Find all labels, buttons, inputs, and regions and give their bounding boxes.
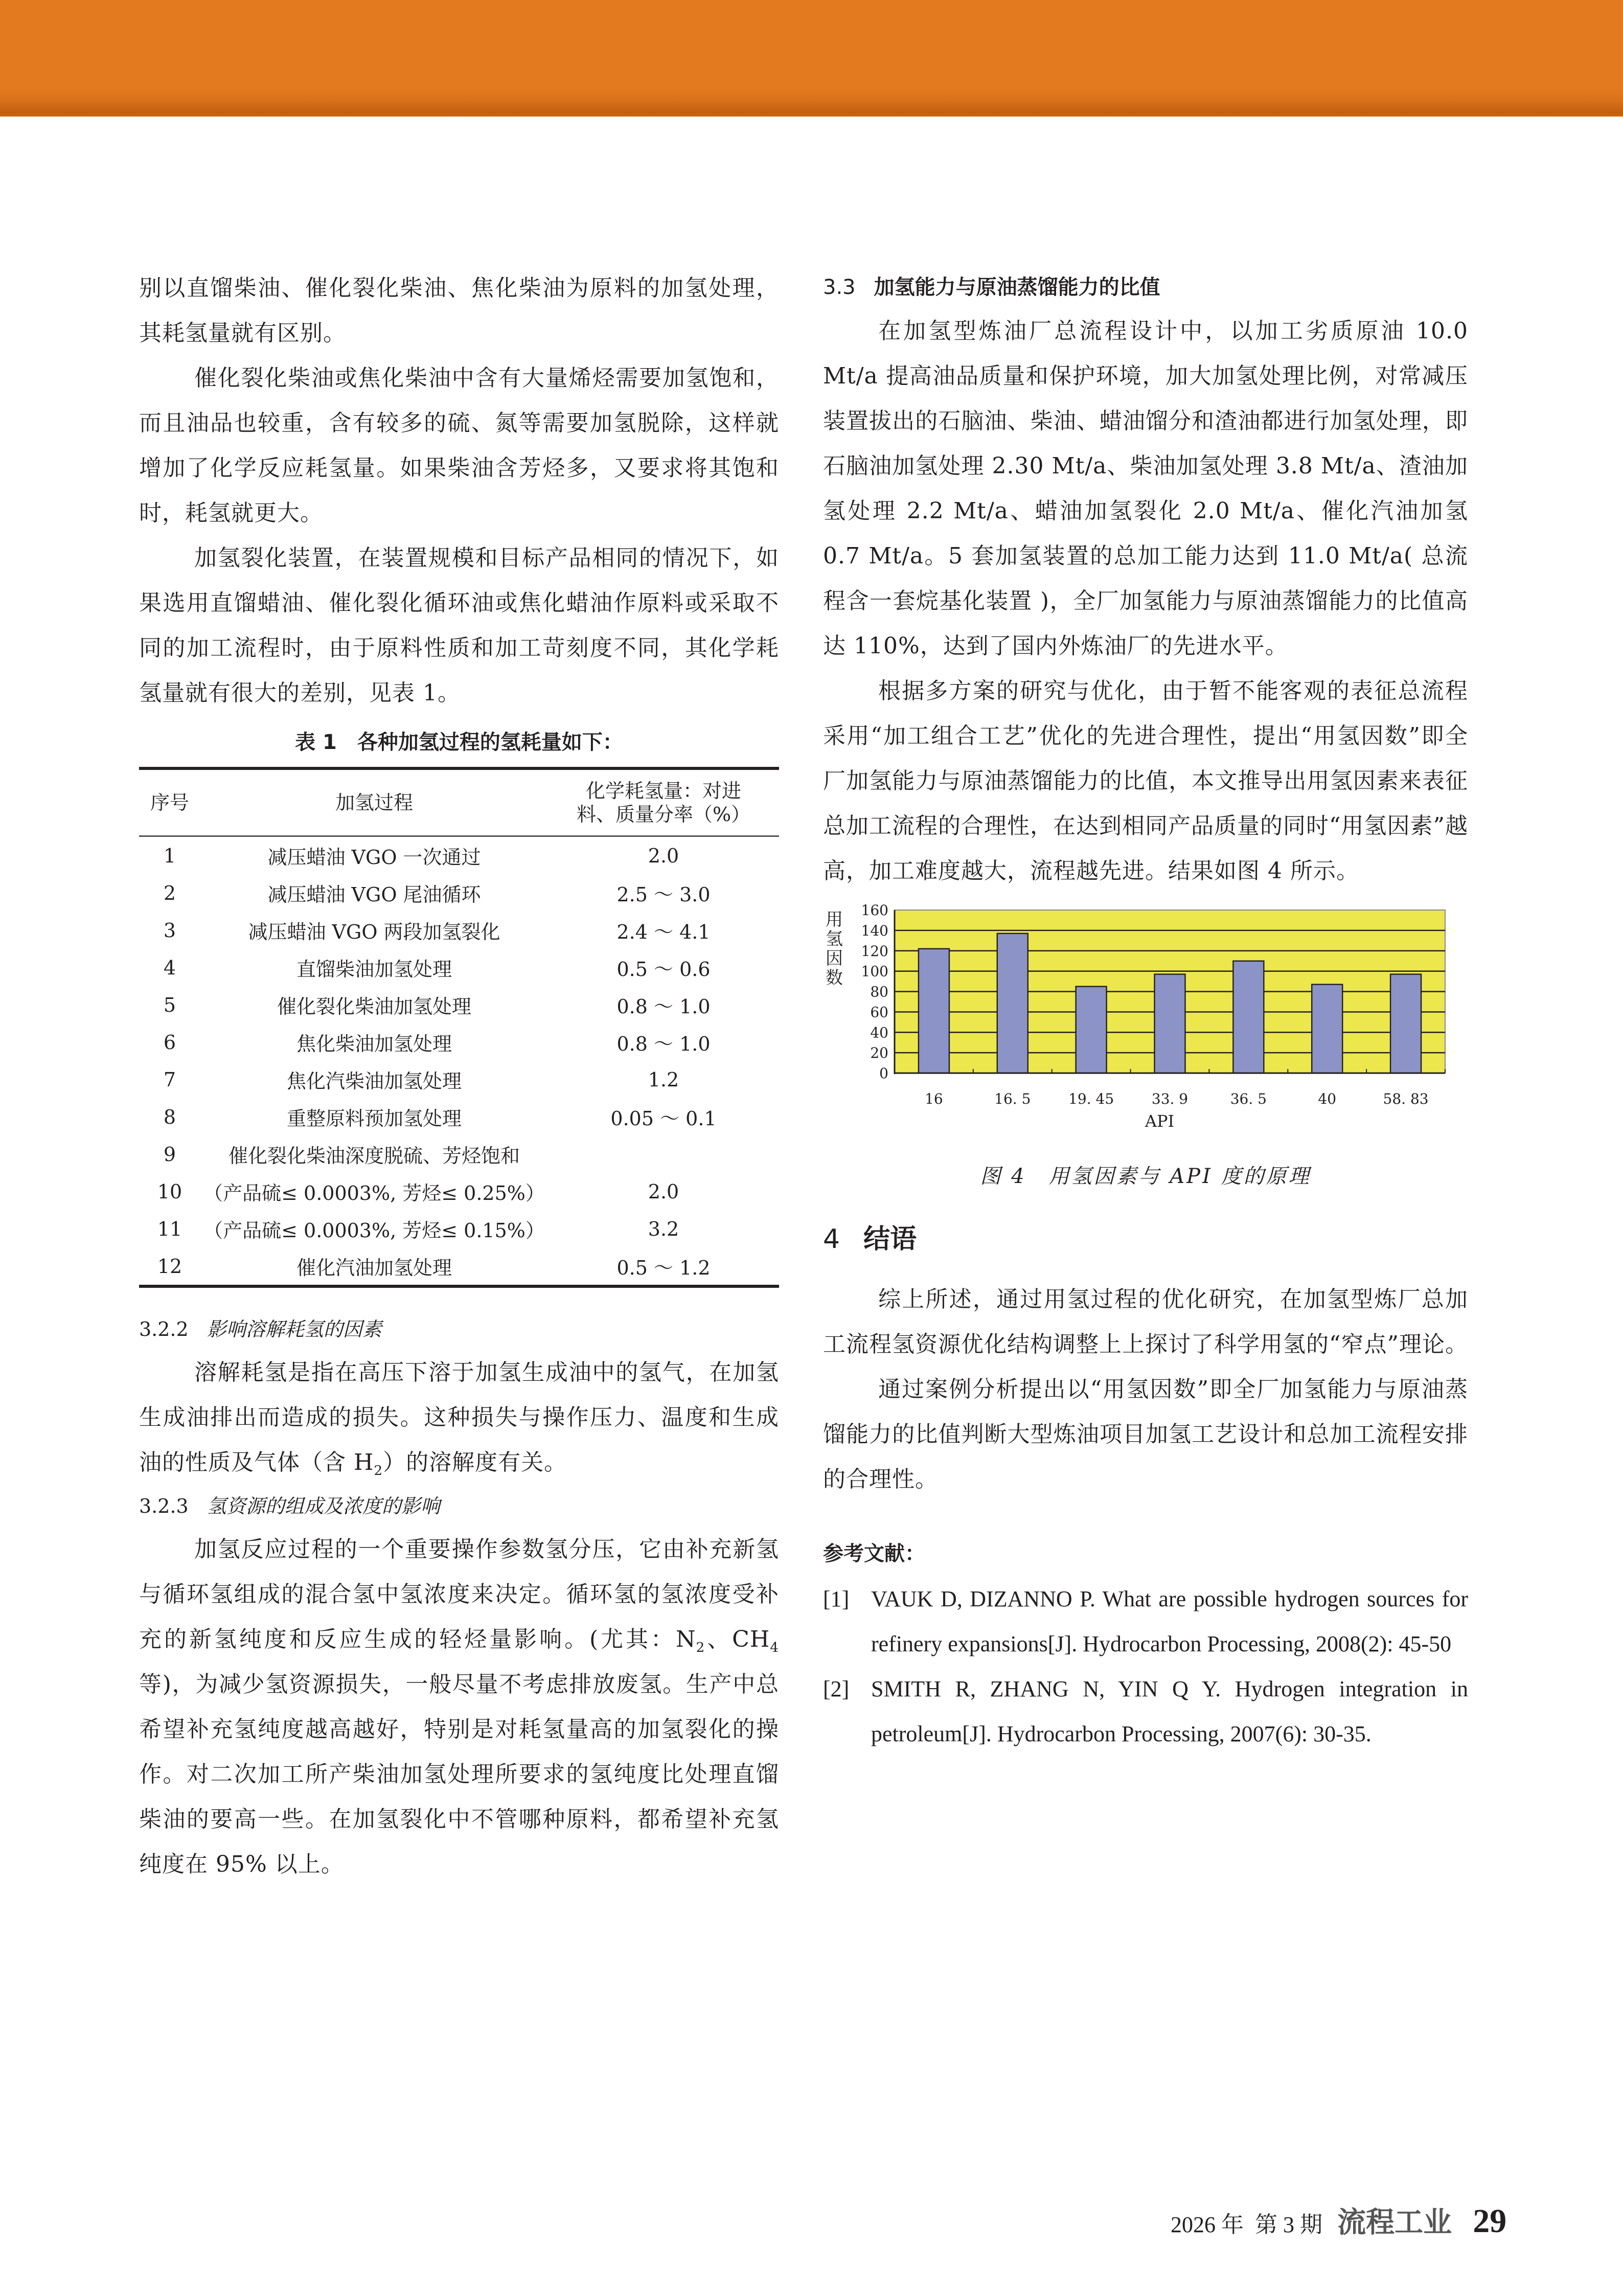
x-tick-label: 36. 5 [1230,1090,1267,1107]
y-tick-label: 20 [870,1044,888,1062]
section-title: 影响溶解耗氢的因素 [207,1318,382,1340]
y-tick-label: 60 [870,1004,888,1021]
cell-value: 2.4 ～ 4.1 [616,921,711,943]
paragraph: 在加氢型炼油厂总流程设计中，以加工劣质原油 10.0 Mt/a 提高油品质量和保护环境，加大加氢处理比例，对常减压装置拔出的石脑油、柴油、蜡油馏分和渣油都进行加氢处理，即石脑油加氢处理 2.30 Mt/a、柴油加氢处理 3.8 Mt/a、渣油加氢处理 2.2 Mt/a、蜡油加氢裂化 2.0 Mt/a、催化汽油加氢 0.7 Mt/a。5 套加氢装置的总加工能力达到 11.0 Mt/a( 总流程含一套烷基化装置 )，全厂加氢能力与原油蒸馏能力的比值高达 110%，达到了国内外炼油厂的先进水平。 [823,318,1469,659]
paragraph: 加氢裂化装置，在装置规模和目标产品相同的情况下，如果选用直馏蜡油、催化裂化循环油或焦化蜡油作原料或采取不同的加工流程时，由于原料性质和加工苛刻度不同，其化学耗氢量就有很大的差别，见表 1。 [139,545,779,706]
cell-process: 催化裂化柴油深度脱硫、芳烃饱和 [228,1145,520,1167]
cell-value: 0.5 ～ 0.6 [616,958,711,981]
section-4-heading [823,1209,1468,1270]
cell-process: （产品硫≤ 0.0003%, 芳烃≤ 0.15%） [203,1219,545,1242]
table-row [139,1098,779,1135]
reference-text: VAUK D, DIZANNO P. What are possible hydrogen sources for refinery expansions[J]. Hydrocarbon Processing, 2008(2): 45-50 [871,1586,1468,1656]
bar-19.45 [1076,987,1107,1073]
x-tick-label: 16 [925,1090,943,1107]
text: 等)，为减少氢资源损失，一般尽量不考虑排放废氢。生产中总希望补充氢纯度越高越好，特别是对耗氢量高的加氢裂化的操作。对二次加工所产柴油加氢处理所要求的氢纯度比处理直馏柴油的要高一些。在加氢裂化中不管哪种原料，都希望补充氢纯度在 95% 以上。 [139,1671,779,1877]
header-no: 序号 [150,791,189,814]
subscript: 2 [696,1639,705,1655]
paragraph: 别以直馏柴油、催化裂化柴油、焦化柴油为原料的加氢处理，其耗氢量就有区别。 [139,275,779,346]
reference-number: [1] [823,1586,850,1611]
cell-no: 4 [163,956,176,979]
bar-16 [919,949,949,1073]
cell-value: 0.8 ～ 1.0 [616,995,711,1018]
y-axis-label-char: 数 [826,968,843,988]
table-row [139,1247,779,1286]
cell-process: 直馏柴油加氢处理 [296,958,452,981]
cell-process: 减压蜡油 VGO 两段加氢裂化 [248,921,500,943]
section-number: 3.2.3 [139,1495,189,1517]
paragraph: 通过案例分析提出以“用氢因数”即全厂加氢能力与原油蒸馏能力的比值判断大型炼油项目加氢工艺设计和总加工流程安排的合理性。 [823,1376,1468,1492]
cell-no: 11 [157,1217,182,1240]
table-row [139,1173,779,1210]
cell-value: 0.5 ～ 1.2 [616,1257,711,1279]
x-tick-label: 33. 9 [1151,1090,1188,1107]
cell-value: 1.2 [648,1068,679,1091]
table-header-row [139,768,779,836]
table-caption: 表 1 各种加氢过程的氢耗量如下： [295,731,623,754]
x-tick-label: 19. 45 [1068,1090,1114,1107]
paragraph: 综上所述，通过用氢过程的优化研究，在加氢型炼厂总加工流程氢资源优化结构调整上上探讨了科学用氢的“窄点”理论。 [823,1286,1468,1357]
cell-no: 2 [163,881,176,904]
x-tick-label: 40 [1318,1090,1337,1107]
header-band [0,0,1623,117]
header-process: 加氢过程 [335,791,413,814]
y-tick-label: 100 [861,963,888,980]
header-value-text: 化学耗氢量：对进料、质量分率（%） [576,780,751,826]
cell-process: 重整原料预加氢处理 [286,1107,462,1130]
references-list [823,1577,1468,1757]
y-axis-label-char: 用 [826,910,843,930]
right-column [823,266,1468,1757]
cell-value: 0.8 ～ 1.0 [616,1033,711,1055]
table-row [139,1135,779,1173]
paragraph: 催化裂化柴油或焦化柴油中含有大量烯烃需要加氢饱和，而且油品也较重，含有较多的硫、氮等需要加氢脱除，这样就增加了化学反应耗氢量。如果柴油含芳烃多，又要求将其饱和时，耗氢就更大。 [139,365,779,526]
hydrogen-consumption-table [139,767,779,1288]
section-number: 4 [823,1224,840,1255]
figure-caption: 图 4 用氢因素与 API 度的原理 [980,1165,1311,1188]
y-tick-label: 120 [861,942,888,960]
cell-no: 7 [163,1068,176,1091]
issue-label: 2026 年 第 3 期 [1171,2212,1322,2237]
bar-16.5 [997,934,1028,1073]
y-tick-label: 140 [861,922,888,939]
y-tick-label: 0 [879,1065,888,1082]
bar-33.9 [1154,974,1185,1073]
cell-value: 2.0 [648,1180,679,1203]
bar-40 [1312,985,1342,1073]
x-tick-label: 58. 83 [1383,1090,1429,1107]
text: 、CH [705,1626,770,1652]
cell-process: 减压蜡油 VGO 一次通过 [267,846,481,869]
cell-value: 0.05 ～ 0.1 [610,1107,717,1130]
table-row [139,986,779,1024]
cell-value: 2.0 [648,844,679,867]
bar-58.83 [1390,974,1421,1073]
table-row [139,1210,779,1247]
table-row [139,1024,779,1061]
section-3-3-heading [823,266,1468,309]
x-tick-label: 16. 5 [994,1090,1031,1107]
bar-chart-svg [823,903,1468,1158]
cell-no: 6 [163,1031,176,1054]
section-3-2-2-heading [139,1308,779,1350]
text: 加氢反应过程的一个重要操作参数氢分压，它由补充新氢与循环氢组成的混合氢中氢浓度来决定。循环氢的氢浓度受补充的新氢纯度和反应生成的轻烃量影响。(尤其：N [139,1536,779,1652]
cell-process: 减压蜡油 VGO 尾油循环 [267,883,481,906]
paragraph: 根据多方案的研究与优化，由于暂不能客观的表征总流程采用“加工组合工艺”优化的先进合理性，提出“用氢因数”即全厂加氢能力与原油蒸馏能力的比值，本文推导出用氢因素来表征总加工流程的合理性，在达到相同产品质量的同时“用氢因素”越高，加工难度越大，流程越先进。结果如图 4 所示。 [823,678,1468,884]
subscript: 2 [374,1462,383,1479]
cell-process: 催化裂化柴油加氢处理 [277,995,471,1018]
left-column [139,266,779,1887]
section-title: 氢资源的组成及浓度的影响 [207,1495,440,1517]
page-number: 29 [1473,2202,1507,2240]
section-title: 结语 [863,1224,917,1255]
bar-36.5 [1233,961,1264,1073]
section-number: 3.2.2 [139,1318,189,1340]
cell-process: 焦化柴油加氢处理 [296,1033,452,1055]
reference-text: SMITH R, ZHANG N, YIN Q Y. Hydrogen integration in petroleum[J]. Hydrocarbon Processing, 2007(6): 30-35. [871,1676,1468,1746]
cell-no: 8 [163,1105,176,1128]
cell-process: 催化汽油加氢处理 [296,1257,452,1279]
y-tick-label: 40 [870,1024,888,1041]
paragraph [139,1350,779,1485]
table-body [139,836,779,1287]
references-title: 参考文献： [823,1542,925,1565]
table-row [139,912,779,949]
section-3-2-3-heading [139,1485,779,1527]
y-axis-label-char: 氢 [826,929,843,949]
page-footer [1171,2201,1506,2242]
x-axis-label: API [1145,1111,1175,1131]
table-row [139,949,779,986]
paragraph [139,1527,779,1887]
section-title: 加氢能力与原油蒸馏能力的比值 [874,276,1160,299]
reference-item [823,1577,1468,1667]
cell-value [548,1135,779,1173]
cell-value: 2.5 ～ 3.0 [616,883,711,906]
reference-number: [2] [823,1676,850,1701]
y-axis-label-char: 因 [826,948,843,969]
y-tick-label: 80 [870,983,888,1001]
text: 溶解耗氢是指在高压下溶于加氢生成油中的氢气，在加氢生成油排出而造成的损失。这种损失与操作压力、温度和生成油的性质及气体（含 H [139,1359,779,1475]
cell-process: 焦化汽柴油加氢处理 [286,1070,462,1093]
cell-no: 3 [163,919,176,942]
cell-no: 12 [157,1255,182,1278]
section-number: 3.3 [823,276,856,299]
table-row [139,874,779,912]
figure-4-chart [823,903,1468,1158]
cell-value: 3.2 [648,1217,679,1240]
cell-no: 1 [163,844,176,867]
reference-item [823,1667,1468,1757]
y-tick-label: 160 [861,903,888,919]
table-row [139,836,779,875]
cell-process: （产品硫≤ 0.0003%, 芳烃≤ 0.25%） [203,1182,545,1204]
cell-no: 5 [163,993,176,1016]
table-row [139,1061,779,1098]
text: ）的溶解度有关。 [383,1449,567,1475]
subscript: 4 [770,1639,779,1655]
header-value [548,768,779,836]
cell-no: 9 [163,1143,176,1166]
cell-no: 10 [157,1180,182,1203]
journal-name: 流程工业 [1337,2206,1452,2239]
